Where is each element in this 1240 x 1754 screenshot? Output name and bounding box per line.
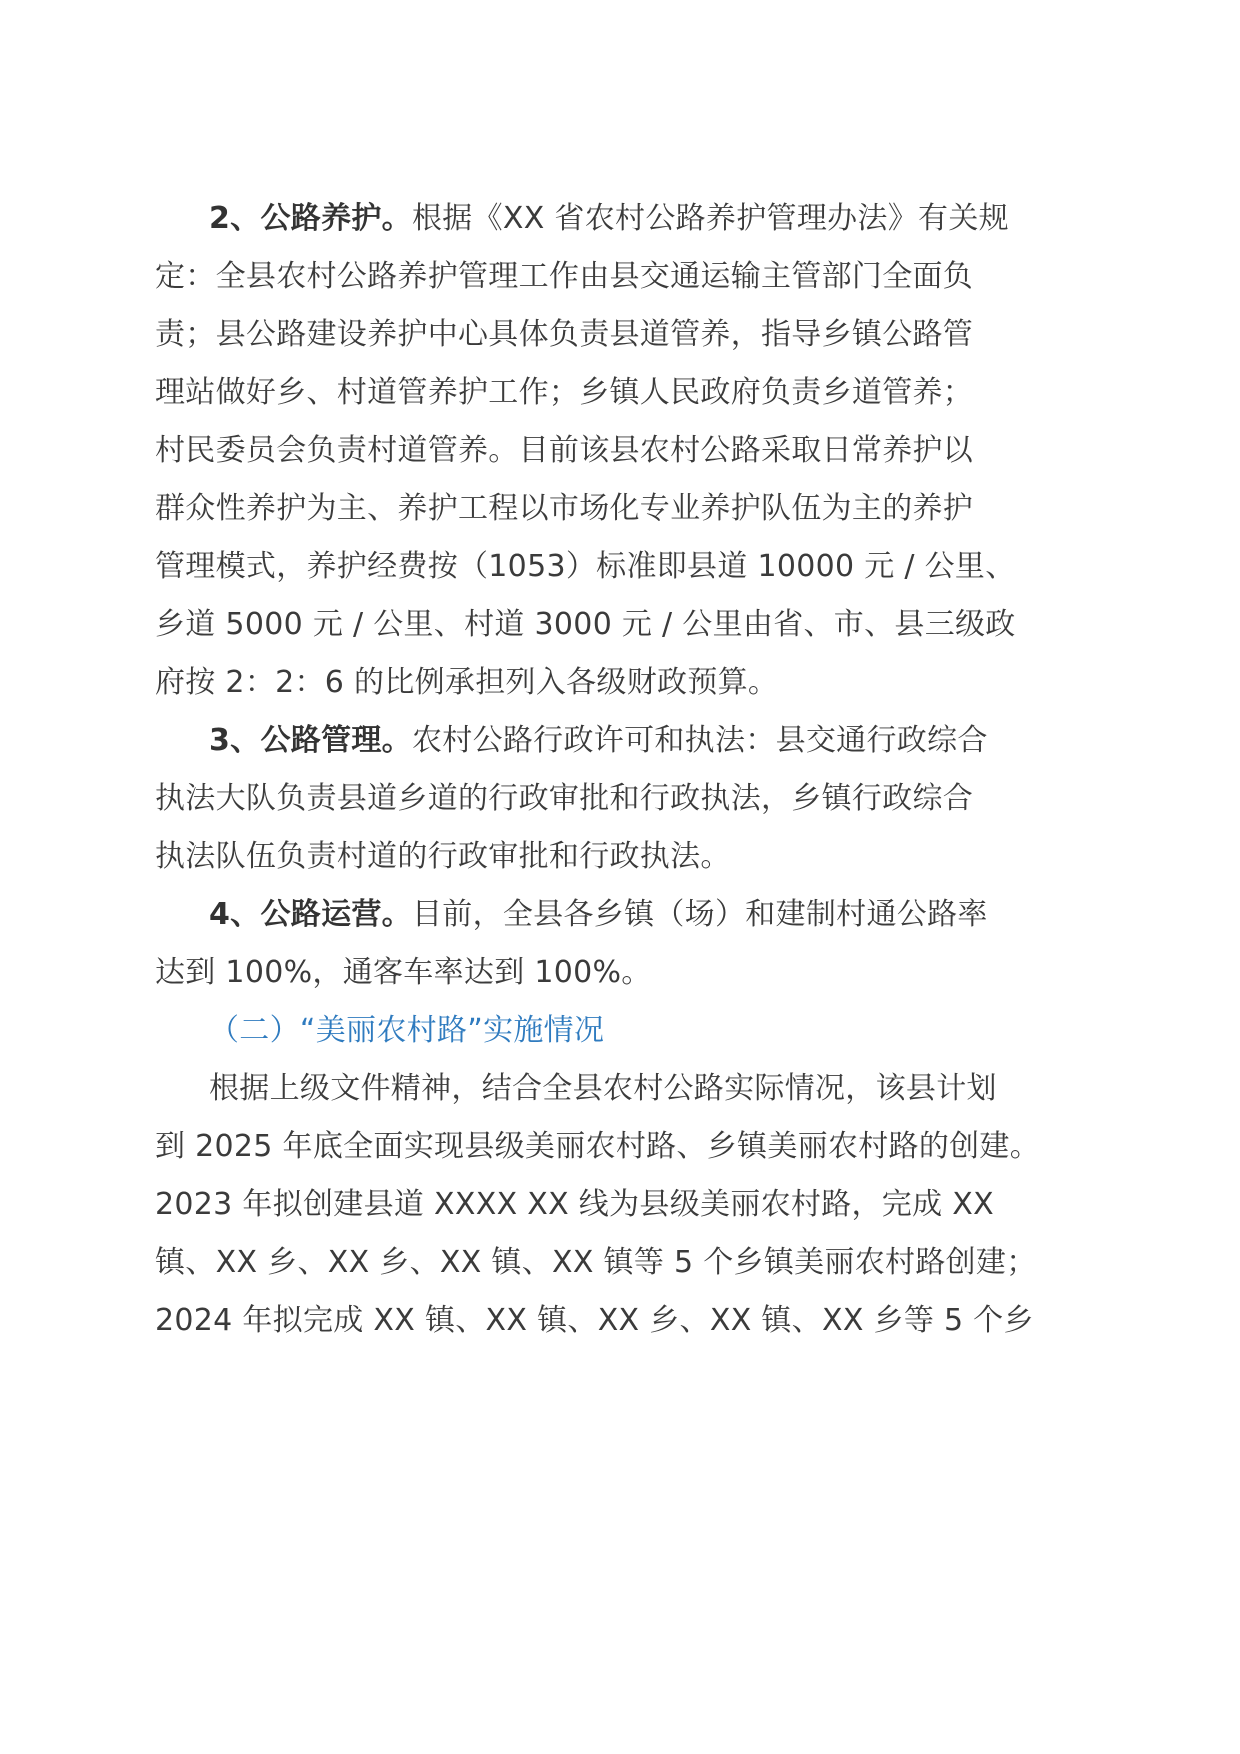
section-4-text: 目前，全县各乡镇（场）和建制村通公路率 (411, 897, 988, 932)
section-2-line-6: 群众性养护为主、养护工程以市场化专业养护队伍为主的养护 (155, 491, 974, 526)
section-4-heading: 4、公路运营。 (209, 897, 412, 932)
subheading-beautiful-rural-roads: （二）“美丽农村路”实施情况 (209, 1013, 605, 1048)
section-2-line-2: 定：全县农村公路养护管理工作由县交通运输主管部门全面负 (155, 259, 974, 294)
section-4-line-1 (209, 895, 988, 935)
section-2-line-9: 府按 2：2：6 的比例承担列入各级财政预算。 (155, 665, 779, 700)
section-3-line-3: 执法队伍负责村道的行政审批和行政执法。 (155, 839, 731, 874)
section-2-line-8: 乡道 5000 元 / 公里、村道 3000 元 / 公里由省、市、县三级政 (155, 607, 1016, 642)
section-3-line-1 (209, 721, 988, 761)
paragraph-line-2: 到 2025 年底全面实现县级美丽农村路、乡镇美丽农村路的创建。 (155, 1129, 1041, 1164)
paragraph-line-3: 2023 年拟创建县道 XXXX XX 线为县级美丽农村路，完成 XX (155, 1187, 994, 1222)
paragraph-line-5: 2024 年拟完成 XX 镇、XX 镇、XX 乡、XX 镇、XX 乡等 5 个乡 (155, 1303, 1034, 1338)
section-2-line-5: 村民委员会负责村道管养。目前该县农村公路采取日常养护以 (155, 433, 974, 468)
section-2-line-1 (209, 199, 1009, 239)
paragraph-line-4: 镇、XX 乡、XX 乡、XX 镇、XX 镇等 5 个乡镇美丽农村路创建； (155, 1245, 1037, 1280)
section-3-heading: 3、公路管理。 (209, 723, 412, 758)
section-3-line-2: 执法大队负责县道乡道的行政审批和行政执法，乡镇行政综合 (155, 781, 974, 816)
paragraph-line-1: 根据上级文件精神，结合全县农村公路实际情况，该县计划 (209, 1071, 997, 1106)
section-2-line-4: 理站做好乡、村道管养护工作；乡镇人民政府负责乡道管养； (155, 375, 974, 410)
section-4-line-2: 达到 100%，通客车率达到 100%。 (155, 955, 652, 990)
section-2-text: 根据《XX 省农村公路养护管理办法》有关规 (411, 201, 1009, 236)
section-2-heading: 2、公路养护。 (209, 201, 412, 236)
section-3-text: 农村公路行政许可和执法：县交通行政综合 (411, 723, 988, 758)
section-2-line-3: 责；县公路建设养护中心具体负责县道管养，指导乡镇公路管 (155, 317, 974, 352)
section-2-line-7: 管理模式，养护经费按（1053）标准即县道 10000 元 / 公里、 (155, 549, 1016, 584)
